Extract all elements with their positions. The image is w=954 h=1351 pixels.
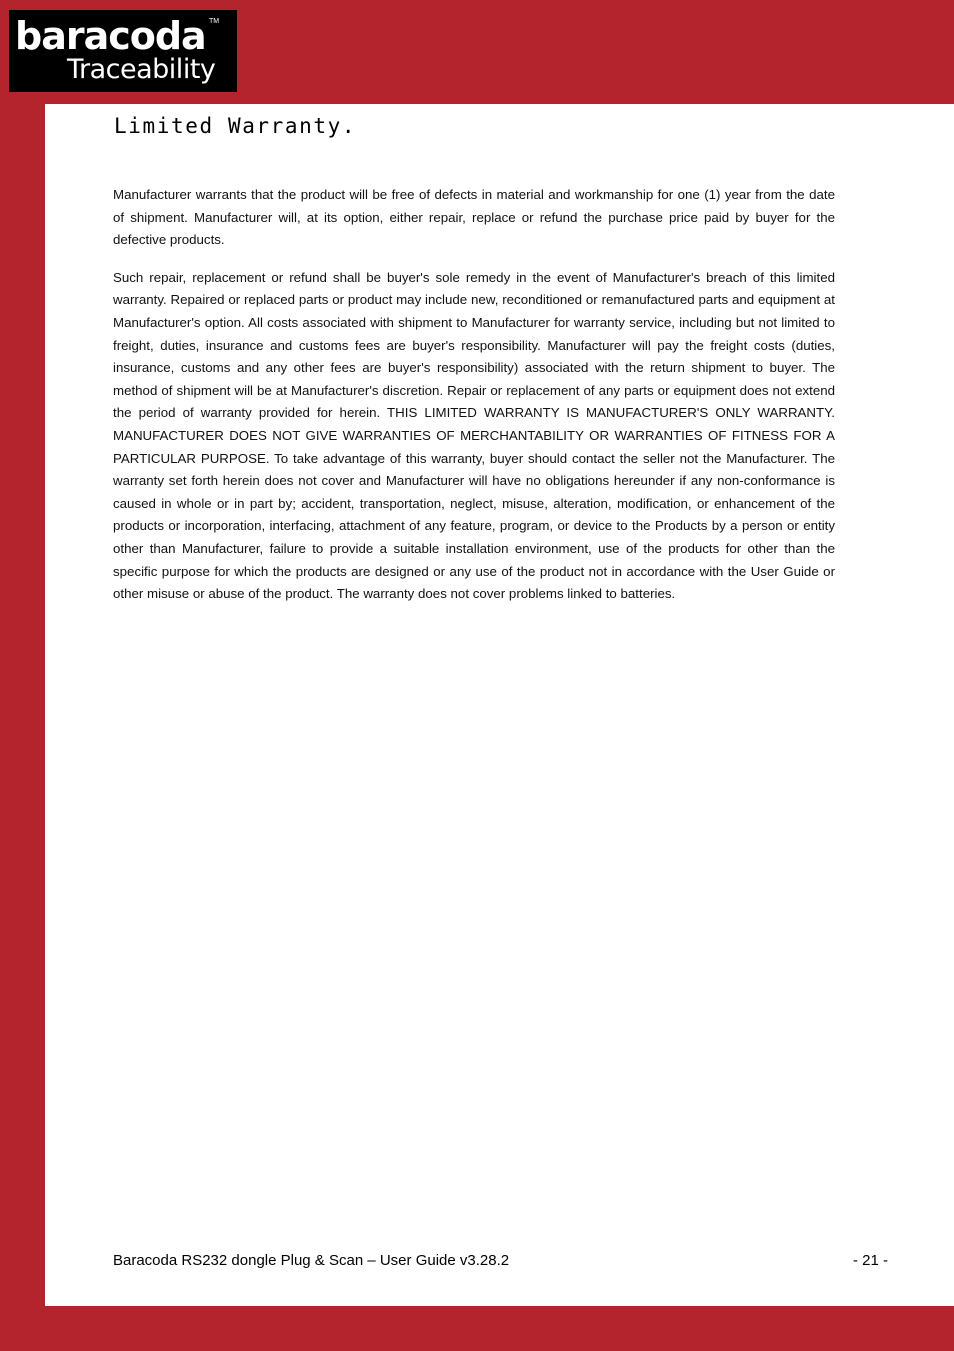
warranty-body <box>113 184 835 621</box>
logo-trademark: TM <box>209 18 220 25</box>
warranty-paragraph-1: Manufacturer warrants that the product will be free of defects in material and workmanship for one (1) year from the date of shipment. Manufacturer will, at its option, either repair, replace or refund the purchase price paid by buyer for the defective products. <box>113 187 835 248</box>
baracoda-logo <box>9 10 237 92</box>
page-title: Limited Warranty. <box>114 114 357 138</box>
document-page <box>45 104 954 1306</box>
footer-page-number: - 21 - <box>852 1252 888 1269</box>
logo-brand-text: baracoda <box>15 14 206 58</box>
warranty-paragraph-2: Such repair, replacement or refund shall be buyer's sole remedy in the event of Manufacturer's breach of this limited warranty. Repaired or replaced parts or product may include new, reconditioned or remanufactured parts and equipment at Manufacturer's option. All costs associated with shipment to Manufacturer for warranty service, including but not limited to freight, duties, insurance and customs fees are buyer's responsibility. Manufacturer will pay the freight costs (duties, insurance, customs and any other fees are buyer's responsibility) associated with the return shipment to buyer. The method of shipment will be at Manufacturer's discretion. Repair or replacement of any parts or equipment does not extend the period of warranty provided for herein. THIS LIMITED WARRANTY IS MANUFACTURER'S ONLY WARRANTY. MANUFACTURER DOES NOT GIVE WARRANTIES OF MERCHANTABILITY OR WARRANTIES OF FITNESS FOR A PARTICULAR PURPOSE. To take advantage of this warranty, buyer should contact the seller not the Manufacturer. The warranty set forth herein does not cover and Manufacturer will have no obligations hereunder if any non-conformance is caused in whole or in part by; accident, transportation, neglect, misuse, alteration, modification, or enhancement of the products or incorporation, interfacing, attachment of any feature, program, or device to the Products by a person or entity other than Manufacturer, failure to provide a suitable installation environment, use of the products for other than the specific purpose for which the products are designed or any use of the product not in accordance with the User Guide or other misuse or abuse of the product. The warranty does not cover problems linked to batteries. <box>113 269 835 602</box>
logo-subtitle: Traceability <box>67 54 216 85</box>
footer-guide-title: Baracoda RS232 dongle Plug & Scan – User Guide v3.28.2 <box>113 1252 510 1269</box>
